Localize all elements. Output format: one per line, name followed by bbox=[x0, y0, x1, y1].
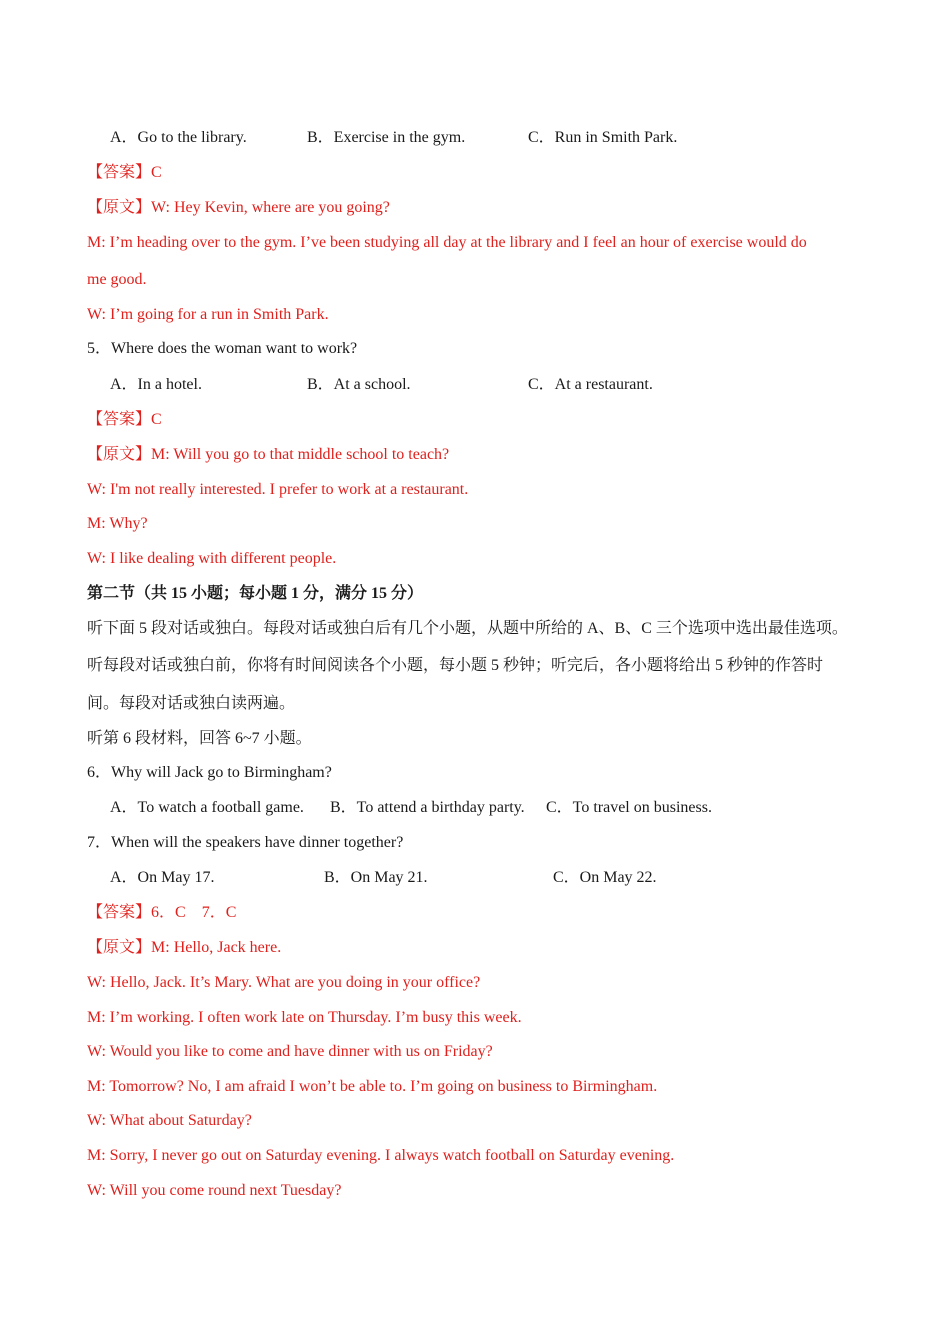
q6-option-c: C．To travel on business. bbox=[546, 799, 712, 816]
section-instructions: 间。每段对话或独白读两遍。 bbox=[87, 695, 296, 712]
q67-answer bbox=[87, 903, 236, 923]
answer-tag: 【答案】 bbox=[87, 164, 152, 181]
q67-script-line: M: Tomorrow? No, I am afraid I won’t be able to. I’m going on business to Birmingham. bbox=[87, 1078, 658, 1095]
q5-option-a: A．In a hotel. bbox=[110, 376, 202, 393]
q4-script-line: me good. bbox=[87, 271, 147, 288]
q4-option-c: C．Run in Smith Park. bbox=[528, 129, 678, 146]
q6-question: 6．Why will Jack go to Birmingham? bbox=[87, 764, 332, 781]
q5-question: 5．Where does the woman want to work? bbox=[87, 340, 358, 357]
script-tag: 【原文】 bbox=[87, 199, 152, 216]
q67-script-line: W: Hello, Jack. It’s Mary. What are you doing in your office? bbox=[87, 974, 481, 991]
material-intro: 听第 6 段材料，回答 6~7 小题。 bbox=[87, 730, 312, 747]
section-instructions: 听每段对话或独白前，你将有时间阅读各个小题，每小题 5 秒钟；听完后，各小题将给出 5 秒钟的作答时 bbox=[87, 657, 824, 674]
q5-option-c: C．At a restaurant. bbox=[528, 376, 653, 393]
q67-script-line: W: Would you like to come and have dinner with us on Friday? bbox=[87, 1043, 493, 1060]
section-instructions: 听下面 5 段对话或独白。每段对话或独白后有几个小题，从题中所给的 A、B、C 三个选项中选出最佳选项。 bbox=[87, 620, 848, 637]
q7-option-b: B．On May 21. bbox=[324, 869, 428, 886]
answer-tag: 【答案】 bbox=[87, 904, 152, 921]
answer-tag: 【答案】 bbox=[87, 411, 152, 428]
q5-answer bbox=[87, 410, 162, 430]
q6-option-b: B．To attend a birthday party. bbox=[330, 799, 525, 816]
q7-option-c: C．On May 22. bbox=[553, 869, 657, 886]
q6-option-a: A．To watch a football game. bbox=[110, 799, 304, 816]
q5-script-line: W: I'm not really interested. I prefer to work at a restaurant. bbox=[87, 481, 469, 498]
section-heading: 第二节（共 15 小题；每小题 1 分，满分 15 分） bbox=[87, 585, 424, 602]
answer-value: C bbox=[151, 164, 162, 181]
q4-option-a: A．Go to the library. bbox=[110, 129, 247, 146]
q7-option-a: A．On May 17. bbox=[110, 869, 215, 886]
script-tag: 【原文】 bbox=[87, 446, 152, 463]
q5-option-b: B．At a school. bbox=[307, 376, 411, 393]
q7-question: 7．When will the speakers have dinner together? bbox=[87, 834, 404, 851]
q5-script-line: W: I like dealing with different people. bbox=[87, 550, 337, 567]
q4-answer bbox=[87, 163, 162, 183]
answer-value: C bbox=[151, 411, 162, 428]
q5-script-line: M: Why? bbox=[87, 515, 148, 532]
q4-option-b: B．Exercise in the gym. bbox=[307, 129, 466, 146]
q4-script-line: 【原文】W: Hey Kevin, where are you going? bbox=[87, 199, 390, 216]
q67-script-line: W: What about Saturday? bbox=[87, 1112, 252, 1129]
q4-script-line: M: I’m heading over to the gym. I’ve been studying all day at the library and I feel an hour of exercise would do bbox=[87, 234, 807, 251]
q67-script-line: M: I’m working. I often work late on Thursday. I’m busy this week. bbox=[87, 1009, 522, 1026]
q4-script-line: W: I’m going for a run in Smith Park. bbox=[87, 306, 329, 323]
q67-script-line: W: Will you come round next Tuesday? bbox=[87, 1182, 342, 1199]
answer-value: 6．C 7．C bbox=[151, 904, 237, 921]
q67-script-line: M: Sorry, I never go out on Saturday evening. I always watch football on Saturday evening. bbox=[87, 1147, 675, 1164]
script-tag: 【原文】 bbox=[87, 939, 152, 956]
q67-script-line: 【原文】M: Hello, Jack here. bbox=[87, 939, 282, 956]
q5-script-line: 【原文】M: Will you go to that middle school to teach? bbox=[87, 446, 450, 463]
